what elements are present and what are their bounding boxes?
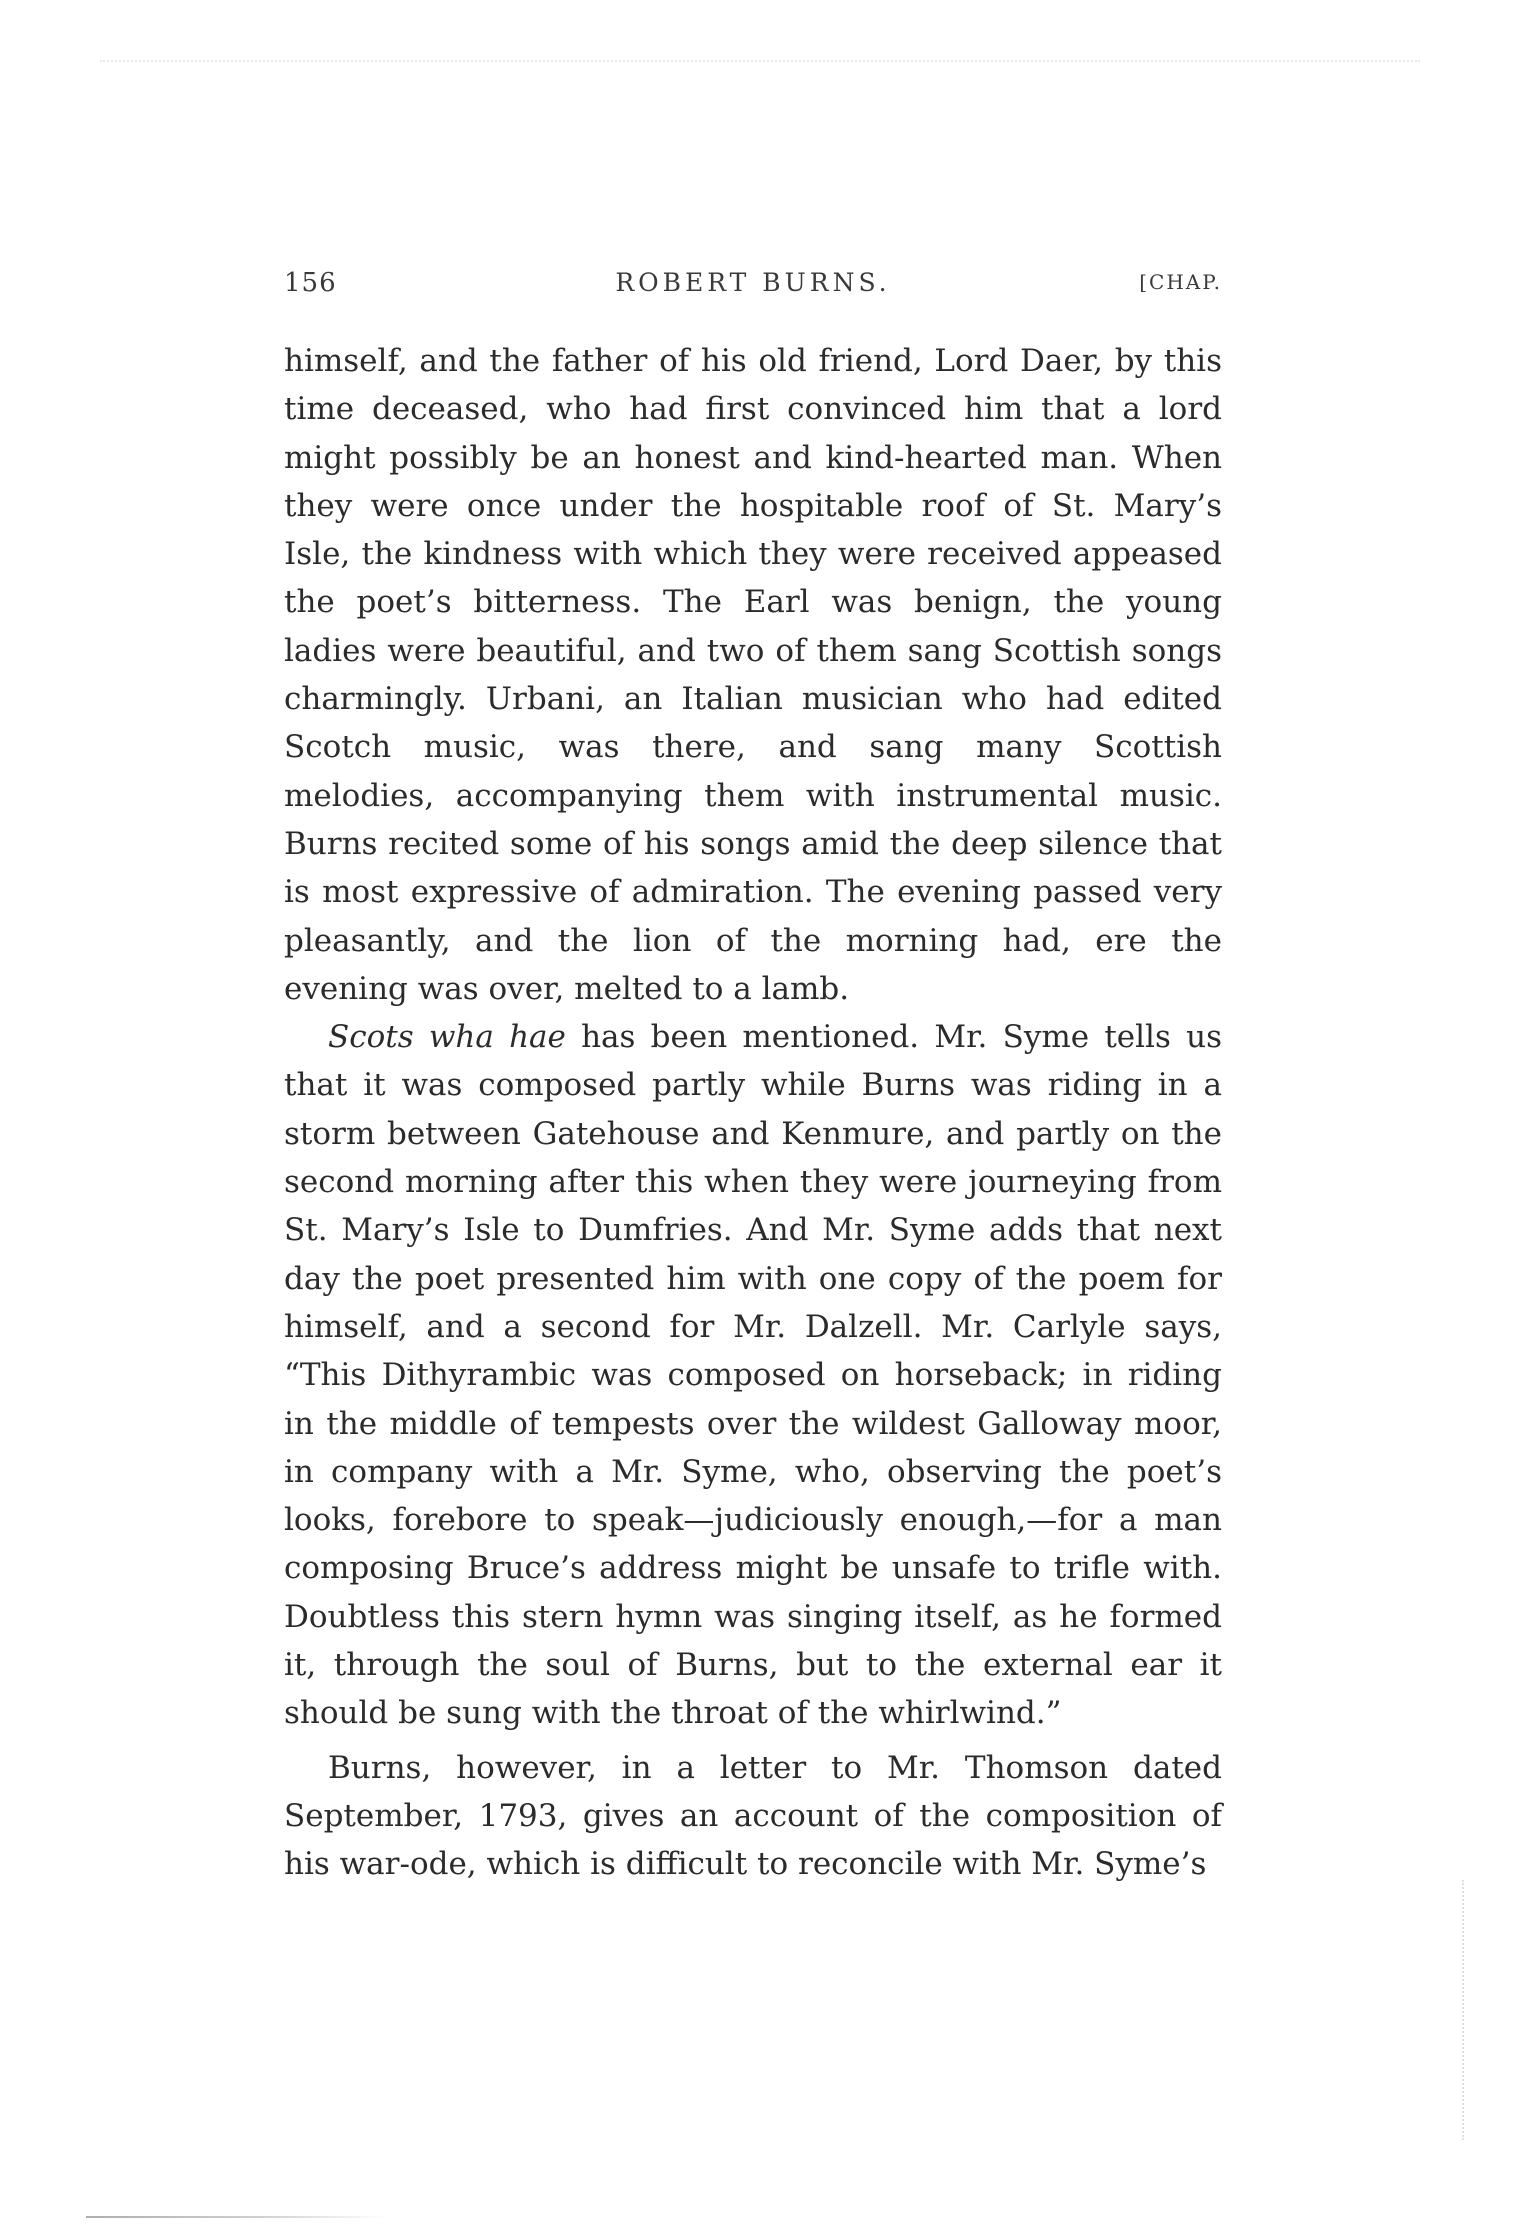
- running-head: ROBERT BURNS.: [615, 268, 891, 297]
- scan-speckle-top: [100, 60, 1420, 64]
- scan-speckle-right: [1462, 1880, 1466, 2140]
- page-number: 156: [284, 268, 337, 298]
- paragraph: Burns, however, in a letter to Mr. Thomson dated September, 1793, gives an account of the composition of his war-ode, which is difficult to reconcile with Mr. Syme’s: [284, 1749, 1222, 1883]
- paragraph: himself, and the father of his old friend, Lord Daer, by this time deceased, who had first convinced him that a lord might possibly be an honest and kind-hearted man. When they were once under the hospitable roof of St. Mary’s Isle, the kindness with which they were received appeased the poet’s bitterness. The Earl was benign, the young ladies were beautiful, and two of them sang Scottish songs charmingly. Urbani, an Italian musician who had edited Scotch music, was there, and sang many Scottish melodies, accompanying them with instrumental music. Burns recited some of his songs amid the deep silence that is most expressive of admiration. The evening passed very pleasantly, and the lion of the morning had, ere the evening was over, melted to a lamb.: [284, 343, 1222, 1007]
- page-header: [284, 268, 1222, 308]
- scan-edge-mark: [86, 2216, 386, 2218]
- poem-title: Scots wha hae: [328, 1019, 566, 1056]
- paragraph-text: has been mentioned. Mr. Syme tells us that it was composed partly while Burns was riding in a storm between Gatehouse and Kenmure, and partly on the second morning after this when they were journeying from St. Mary’s Isle to Dumfries. And Mr. Syme adds that next day the poet presented him with one copy of the poem for himself, and a second for Mr. Dalzell. Mr. Carlyle says, “This Dithyrambic was composed on horseback; in riding in the middle of tempests over the wildest Galloway moor, in company with a Mr. Syme, who, observing the poet’s looks, forebore to speak—judiciously enough,—for a man composing Bruce’s address might be unsafe to trifle with. Doubtless this stern hymn was singing itself, as he formed it, through the soul of Burns, but to the external ear it should be sung with the throat of the whirlwind.”: [284, 1019, 1222, 1732]
- chapter-mark: [CHAP.: [1139, 270, 1222, 294]
- body-text: [284, 337, 1222, 1889]
- paragraph: [284, 1013, 1222, 1737]
